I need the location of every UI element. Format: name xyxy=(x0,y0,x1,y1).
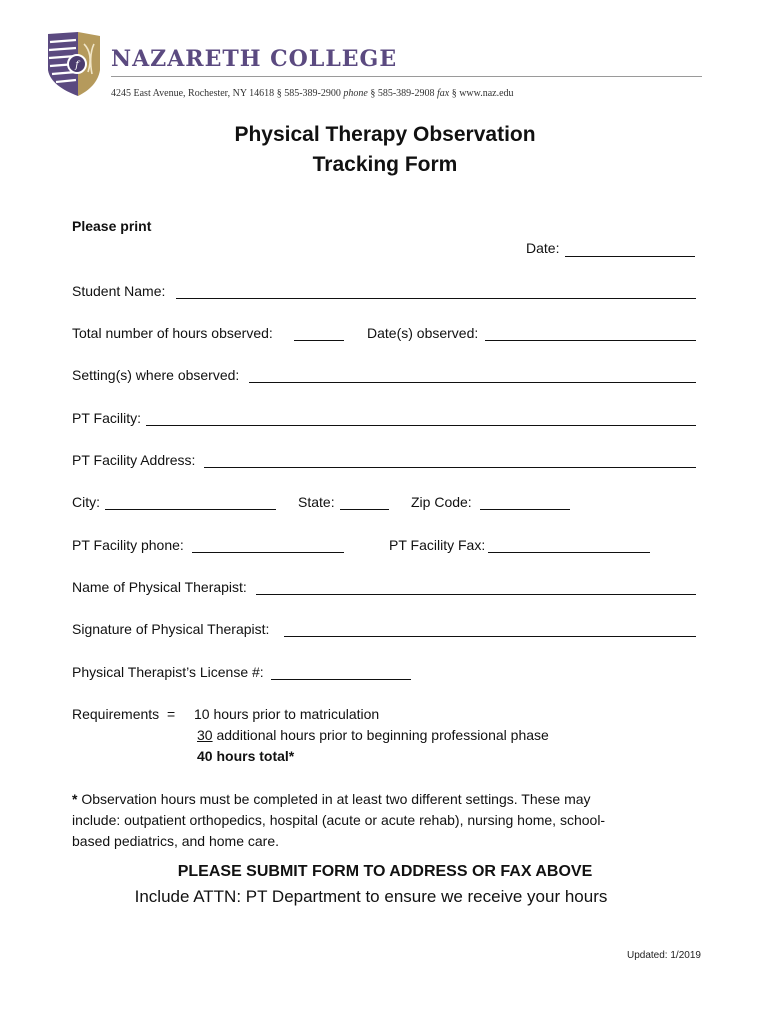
header-divider xyxy=(111,76,702,77)
phone-number: 585-389-2900 xyxy=(284,88,341,99)
pt-facility-fax-label: PT Facility Fax: xyxy=(389,537,486,553)
total-hours-field[interactable] xyxy=(294,340,344,341)
college-contact-line: 4245 East Avenue, Rochester, NY 14618 § 585-389-2900 phone § 585-389-2908 fax § www.naz.edu xyxy=(111,88,514,99)
dates-observed-label: Date(s) observed: xyxy=(367,325,479,341)
date-field[interactable] xyxy=(565,256,695,257)
city-field[interactable] xyxy=(105,509,276,510)
updated-date: Updated: 1/2019 xyxy=(627,950,701,961)
pt-facility-phone-field[interactable] xyxy=(192,552,344,553)
form-title-line-2: Tracking Form xyxy=(312,153,458,176)
state-field[interactable] xyxy=(340,509,389,510)
college-shield-logo xyxy=(44,30,104,98)
date-label: Date: xyxy=(526,240,560,256)
zip-code-field[interactable] xyxy=(480,509,570,510)
student-name-field[interactable] xyxy=(176,298,696,299)
state-label: State: xyxy=(298,494,335,510)
pt-facility-fax-field[interactable] xyxy=(488,552,650,553)
pt-facility-phone-label: PT Facility phone: xyxy=(72,537,184,553)
requirement-line-2: 30 additional hours prior to beginning professional phase xyxy=(197,727,549,743)
pt-facility-address-field[interactable] xyxy=(204,467,696,468)
therapist-signature-field[interactable] xyxy=(284,636,696,637)
therapist-signature-label: Signature of Physical Therapist: xyxy=(72,621,270,637)
student-name-label: Student Name: xyxy=(72,283,166,299)
website-link[interactable]: www.naz.edu xyxy=(459,88,514,99)
street-address: 4245 East Avenue, Rochester, NY 14618 xyxy=(111,88,275,99)
submit-instruction: PLEASE SUBMIT FORM TO ADDRESS OR FAX ABOVE xyxy=(177,863,593,880)
college-name: NAZARETH COLLEGE xyxy=(111,46,398,72)
city-label: City: xyxy=(72,494,100,510)
therapist-license-label: Physical Therapist’s License #: xyxy=(72,664,264,680)
pt-facility-address-label: PT Facility Address: xyxy=(72,452,196,468)
attn-instruction: Include ATTN: PT Department to ensure we receive your hours xyxy=(134,887,608,906)
requirement-total: 40 hours total* xyxy=(197,748,295,764)
requirement-line-1: 10 hours prior to matriculation xyxy=(194,706,380,722)
please-print-instruction: Please print xyxy=(72,218,152,234)
pt-facility-label: PT Facility: xyxy=(72,410,141,426)
settings-label: Setting(s) where observed: xyxy=(72,367,240,383)
svg-text:f: f xyxy=(75,60,79,71)
therapist-name-label: Name of Physical Therapist: xyxy=(72,579,247,595)
total-hours-label: Total number of hours observed: xyxy=(72,325,273,341)
zip-code-label: Zip Code: xyxy=(411,494,472,510)
dates-observed-field[interactable] xyxy=(485,340,696,341)
form-title-line-1: Physical Therapy Observation xyxy=(234,123,536,146)
requirements-label: Requirements = xyxy=(72,706,176,722)
settings-field[interactable] xyxy=(249,382,696,383)
fax-number: 585-389-2908 xyxy=(377,88,435,99)
pt-facility-field[interactable] xyxy=(146,425,696,426)
therapist-license-field[interactable] xyxy=(271,679,411,680)
observation-note: * Observation hours must be completed in at least two different settings. These may include: outpatient orthopedics, hospital (acute or acute rehab), nursing home, school- based pediatrics, and home care. xyxy=(72,791,606,849)
therapist-name-field[interactable] xyxy=(256,594,696,595)
